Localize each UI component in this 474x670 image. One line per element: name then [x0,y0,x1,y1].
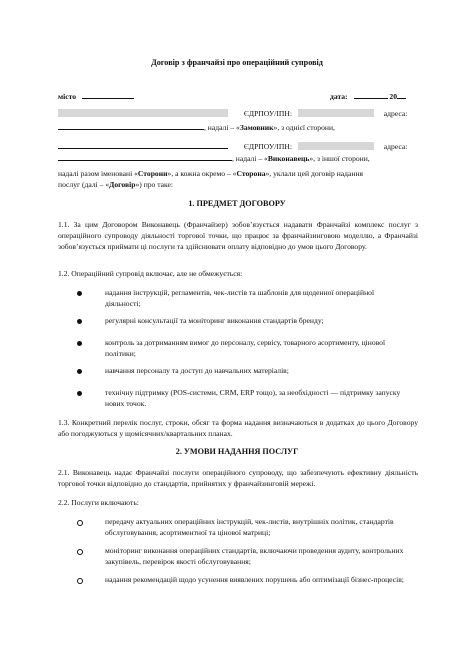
bullet-icon [77,549,83,555]
party1-suffix: , надалі – « [204,123,240,132]
list-item: навчання персоналу та доступ до навчальних матеріалів; [105,366,289,375]
party2-suffix: , надалі – « [232,154,268,163]
party2-edrpou-label: ЄДРПОУ/ІПН: [243,142,292,151]
bullet-icon [77,319,82,324]
list-item: регулярні консультації та моніторинг виконання стандартів бренду; [105,316,324,325]
party1-name-field[interactable] [58,109,228,117]
list-item: технічну підтримку (POS-системи, CRM, ERP тощо), за необхідності — підтримку запуску нових точок. [105,388,401,408]
party2-address-field[interactable] [58,152,232,161]
party1-role: Замовник [239,123,274,132]
section1-heading: 1. ПРЕДМЕТ ДОГОВОРУ [188,199,286,208]
party2-name-field[interactable] [58,140,228,149]
clause-2-1: 2.1. Виконавець надає Франчайзі послуги операційного супроводу, що забезпечують ефективну діяльність торгової точки відповідно до стандартів, прийнятих у франчайзинговій мережі. [58,468,418,488]
bullet-icon [77,578,83,584]
party1-line1 [58,109,407,119]
year-field[interactable] [397,90,406,99]
list-item: моніторинг виконання операційних стандартів, включаючи проведення аудиту, контрольних закупівель, перевірок якості обслуговування; [105,546,404,566]
party1-line2 [58,121,335,133]
party2-role: Виконавець [267,154,310,163]
party1-suffix-after: », з однієї сторони, [273,123,335,132]
party2-address-label: адреса: [383,142,408,151]
party2-suffix-after: », з іншої сторони, [309,154,370,163]
party1-edrpou-label: ЄДРПОУ/ІПН: [243,109,292,118]
list-item: передачу актуальних операційних інструкцій, чек-листів, внутрішніх політик, стандартів обслуговування, асортиментної та цінової матриці; [105,517,394,537]
list-item: контроль за дотриманням вимог до персоналу, сервісу, товарного асортименту, цінової політики; [105,338,386,358]
party2-edrpou-field[interactable] [298,142,374,150]
city-line [58,90,134,102]
date-field[interactable] [354,90,388,99]
party1-address-field[interactable] [58,121,204,130]
clause-1-1: 1.1. За цим Договором Виконавець (Франчайзер) зобов’язується надавати Франчайзі комплекс послуг з операційного супроводу діяльності торгової точки, що працює за франчайзинговою моделлю, а Франчайзі зобов’язується приймати ці послуги та здійснювати оплату відповідно до умов цього Договору. [58,220,418,251]
document-title: Договір з франчайзі про операційний супровід [151,58,323,67]
year-label: 20 [389,92,397,101]
list-item: надання інструкцій, регламентів, чек-листів та шаблонів для щоденної операційної діяльності; [105,288,375,308]
section2-heading: 2. УМОВИ НАДАННЯ ПОСЛУГ [175,447,299,456]
list-item: надання рекомендацій щодо усунення виявлених порушень або оптимізації бізнес-процесів; [105,575,404,584]
party1-address-label: адреса: [383,109,408,118]
bullet-icon [77,369,82,374]
date-line [330,90,406,102]
bullet-icon [77,391,82,396]
party2-line2 [58,152,370,164]
party2-line1 [58,140,407,152]
preamble: надалі разом іменовані «Сторони», а кожна окремо – «Сторона», уклали цей договір надання послуг (далі – «Договір») про таке: [58,169,364,189]
clause-2-2: 2.2. Послуги включають: [58,498,139,507]
clause-1-2: 1.2. Операційний супровід включає, але не обмежується: [58,269,243,278]
bullet-icon [77,341,82,346]
bullet-icon [77,520,83,526]
clause-1-3: 1.3. Конкретний перелік послуг, строки, обсяг та форма надання визначаються в додатках до цього Договору або погоджуються у щомісячних/квартальних планах. [58,418,418,438]
bullet-icon [77,291,82,296]
city-label: місто [58,92,77,101]
date-label: дата: [330,92,348,101]
party1-edrpou-field[interactable] [298,109,374,117]
city-field[interactable] [82,90,134,99]
